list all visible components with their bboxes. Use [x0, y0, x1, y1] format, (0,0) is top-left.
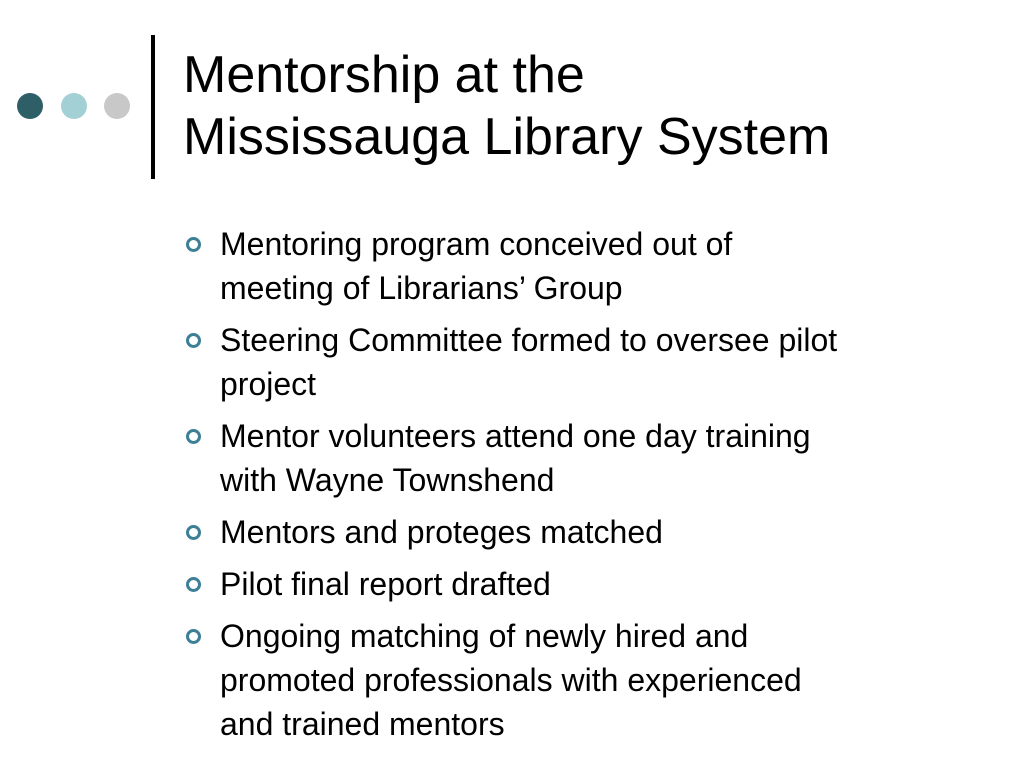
bullet-list: [183, 222, 983, 754]
bullet-text-line: Mentoring program conceived out of: [220, 226, 733, 262]
bullet-circle-icon: [186, 525, 201, 540]
bullet-item: [183, 562, 983, 606]
bullet-item: [183, 414, 983, 502]
bullet-text-line: promoted professionals with experienced: [220, 662, 802, 698]
decorative-dot-gray: [104, 93, 130, 119]
bullet-circle-icon: [186, 577, 201, 592]
decorative-dot-light: [61, 93, 87, 119]
bullet-circle-icon: [186, 429, 201, 444]
slide-title: [183, 44, 1003, 168]
bullet-item: [183, 614, 983, 746]
bullet-text-line: Mentors and proteges matched: [220, 514, 663, 550]
bullet-text-line: Ongoing matching of newly hired and: [220, 618, 749, 654]
bullet-text-line: Steering Committee formed to oversee pilot: [220, 322, 838, 358]
bullet-item: [183, 318, 983, 406]
bullet-item: [183, 222, 983, 310]
slide-title-line-1: Mentorship at the: [183, 46, 585, 104]
bullet-item: [183, 510, 983, 554]
bullet-circle-icon: [186, 237, 201, 252]
bullet-text-line: meeting of Librarians’ Group: [220, 270, 623, 306]
bullet-text-line: Mentor volunteers attend one day training: [220, 418, 811, 454]
bullet-circle-icon: [186, 333, 201, 348]
bullet-text-line: with Wayne Townshend: [220, 462, 555, 498]
title-divider: [151, 35, 155, 179]
slide-title-line-2: Mississauga Library System: [183, 108, 831, 166]
bullet-text-line: Pilot final report drafted: [220, 566, 551, 602]
bullet-text-line: project: [220, 366, 317, 402]
bullet-text-line: and trained mentors: [220, 706, 505, 742]
decorative-dot-dark: [17, 93, 43, 119]
bullet-circle-icon: [186, 629, 201, 644]
